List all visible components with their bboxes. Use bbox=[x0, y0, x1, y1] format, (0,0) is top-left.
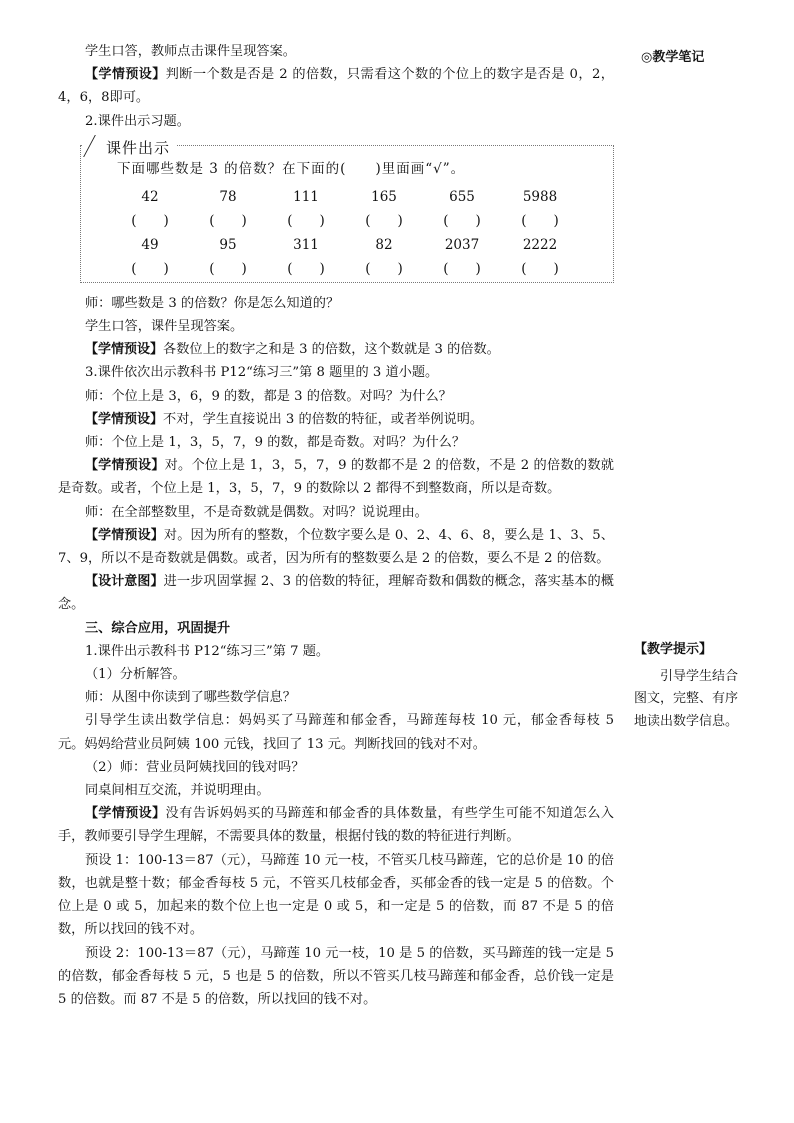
para bbox=[58, 63, 614, 109]
tag-label: 【设计意图】 bbox=[85, 574, 164, 590]
para-text: 各数位上的数字之和是 3 的倍数，这个数就是 3 的倍数。 bbox=[163, 342, 500, 358]
para: 师：在全部整数里，不是奇数就是偶数。对吗？说说理由。 bbox=[85, 504, 428, 520]
number-cell: 82 bbox=[375, 237, 393, 254]
answer-blank: ( ) bbox=[443, 261, 481, 278]
main-content bbox=[58, 40, 614, 1011]
number-cell: 655 bbox=[449, 189, 475, 206]
para: 引导学生读出数学信息：妈妈买了马蹄莲和郁金香，马蹄莲每枝 10 元，郁金香每枝 5 元。妈妈给营业员阿姨 100 元钱，找回了 13 元。判断找回的钱对不对。 bbox=[58, 713, 614, 752]
para: 师：个位上是 3，6，9 的数，都是 3 的倍数。对吗？为什么？ bbox=[85, 388, 452, 404]
para-text: 没有告诉妈妈买的马蹄莲和郁金香的具体数量，有些学生可能不知道怎么入手，教师要引导学生理解，不需要具体的数量，根据付钱的数的特征进行判断。 bbox=[58, 806, 614, 845]
notes-title: ◎教学笔记 bbox=[641, 50, 705, 65]
teaching-tip-head: 【教学提示】 bbox=[634, 642, 713, 657]
number-row-2 bbox=[111, 234, 581, 258]
para bbox=[58, 454, 614, 500]
para bbox=[58, 408, 614, 431]
exercise-label-text: 课件出示 bbox=[106, 138, 171, 157]
pen-stroke-icon bbox=[83, 135, 106, 157]
para: 1.课件出示教科书 P12“练习三”第 7 题。 bbox=[85, 643, 330, 659]
para: 2.课件出示习题。 bbox=[85, 113, 190, 129]
number-row-1 bbox=[111, 186, 581, 210]
tag-label: 【学情预设】 bbox=[85, 67, 166, 83]
para-text: 对。因为所有的整数，个位数字要么是 0、2、4、6、8，要么是 1、3、5、7、9，所以不是奇数就是偶数。或者，因为所有的整数要么是 2 的倍数，要么不是 2 的倍数。 bbox=[58, 527, 614, 567]
para: 师：哪些数是 3 的倍数？你是怎么知道的？ bbox=[85, 295, 340, 311]
answer-blank: ( ) bbox=[365, 261, 403, 278]
para: 学生口答，课件呈现答案。 bbox=[85, 319, 244, 335]
para-text: 不对，学生直接说出 3 的倍数的特征，或者举例说明。 bbox=[163, 411, 484, 427]
answer-blank: ( ) bbox=[209, 213, 247, 230]
answer-blank: ( ) bbox=[443, 213, 481, 230]
para: 同桌间相互交流，并说明理由。 bbox=[85, 783, 270, 799]
para-text: 对。个位上是 1，3，5，7，9 的数都不是 2 的倍数，不是 2 的倍数的数就是奇数。或者，个位上是 1，3，5，7，9 的数除以 2 都得不到整数商，所以是奇数。 bbox=[58, 458, 614, 497]
number-cell: 111 bbox=[293, 189, 319, 206]
para bbox=[58, 524, 614, 570]
para-text: 进一步巩固掌握 2、3 的倍数的特征，理解奇数和偶数的概念，落实基本的概念。 bbox=[58, 574, 614, 613]
number-cell: 2222 bbox=[522, 237, 558, 254]
teaching-tip-body: 引导学生结合图文，完整、有序地读出数学信息。 bbox=[634, 668, 739, 729]
number-cell: 311 bbox=[293, 237, 319, 254]
number-cell: 165 bbox=[371, 189, 397, 206]
tag-label: 【学情预设】 bbox=[85, 527, 164, 543]
answer-row-1 bbox=[111, 210, 581, 234]
number-cell: 78 bbox=[219, 189, 237, 206]
number-cell: 5988 bbox=[522, 189, 558, 206]
exercise-label bbox=[83, 135, 176, 160]
answer-blank: ( ) bbox=[209, 261, 247, 278]
para: 预设 1：100-13＝87（元），马蹄莲 10 元一枝，不管买几枝马蹄莲，它的总价是 10 的倍数，也就是整十数；郁金香每枝 5 元，不管买几枝郁金香，买郁金香的钱一定是 5 的倍数。个位上是 0 或 5，加起来的数个位上也一定是 0 或 5，和一定是 5 的倍数，而 87 不是 5 的倍数，所以找回的钱不对。 bbox=[58, 852, 614, 938]
answer-blank: ( ) bbox=[287, 261, 325, 278]
answer-blank: ( ) bbox=[131, 261, 169, 278]
section-heading: 三、综合应用，巩固提升 bbox=[85, 620, 231, 636]
teaching-tip bbox=[634, 639, 738, 733]
para bbox=[58, 338, 614, 361]
answer-blank: ( ) bbox=[131, 213, 169, 230]
para bbox=[58, 570, 614, 616]
number-grid bbox=[111, 186, 581, 282]
para: （2）师：营业员阿姨找回的钱对吗？ bbox=[85, 759, 305, 775]
tag-label: 【学情预设】 bbox=[85, 806, 166, 822]
exercise-box bbox=[80, 138, 614, 283]
number-cell: 2037 bbox=[444, 237, 480, 254]
number-cell: 95 bbox=[219, 237, 237, 254]
answer-blank: ( ) bbox=[365, 213, 403, 230]
para: 预设 2：100-13＝87（元），马蹄莲 10 元一枝，10 是 5 的倍数，买马蹄莲的钱一定是 5 的倍数，郁金香每枝 5 元，5 也是 5 的倍数，所以不管买几枝马蹄莲和郁金香，总价钱一定是 5 的倍数。而 87 不是 5 的倍数，所以找回的钱不对。 bbox=[58, 945, 614, 1007]
answer-blank: ( ) bbox=[521, 261, 559, 278]
exercise-prompt: 下面哪些数是 3 的倍数？在下面的( )里面画“√”。 bbox=[117, 160, 466, 177]
answer-blank: ( ) bbox=[521, 213, 559, 230]
tag-label: 【学情预设】 bbox=[85, 411, 164, 427]
para: 学生口答，教师点击课件呈现答案。 bbox=[85, 44, 296, 59]
para: 师：从图中你读到了哪些数学信息？ bbox=[85, 690, 296, 706]
number-cell: 42 bbox=[141, 189, 159, 206]
para: 3.课件依次出示教科书 P12“练习三”第 8 题里的 3 道小题。 bbox=[85, 365, 439, 381]
answer-blank: ( ) bbox=[287, 213, 325, 230]
tag-label: 【学情预设】 bbox=[85, 342, 164, 358]
number-cell: 49 bbox=[141, 237, 159, 254]
para: 师：个位上是 1，3，5，7，9 的数，都是奇数。对吗？为什么？ bbox=[85, 435, 466, 451]
para: （1）分析解答。 bbox=[85, 667, 186, 683]
para bbox=[58, 802, 614, 848]
answer-row-2 bbox=[111, 258, 581, 282]
para-text: 判断一个数是否是 2 的倍数，只需看这个数的个位上的数字是否是 0，2，4，6，8即可。 bbox=[58, 67, 614, 106]
tag-label: 【学情预设】 bbox=[85, 458, 165, 474]
